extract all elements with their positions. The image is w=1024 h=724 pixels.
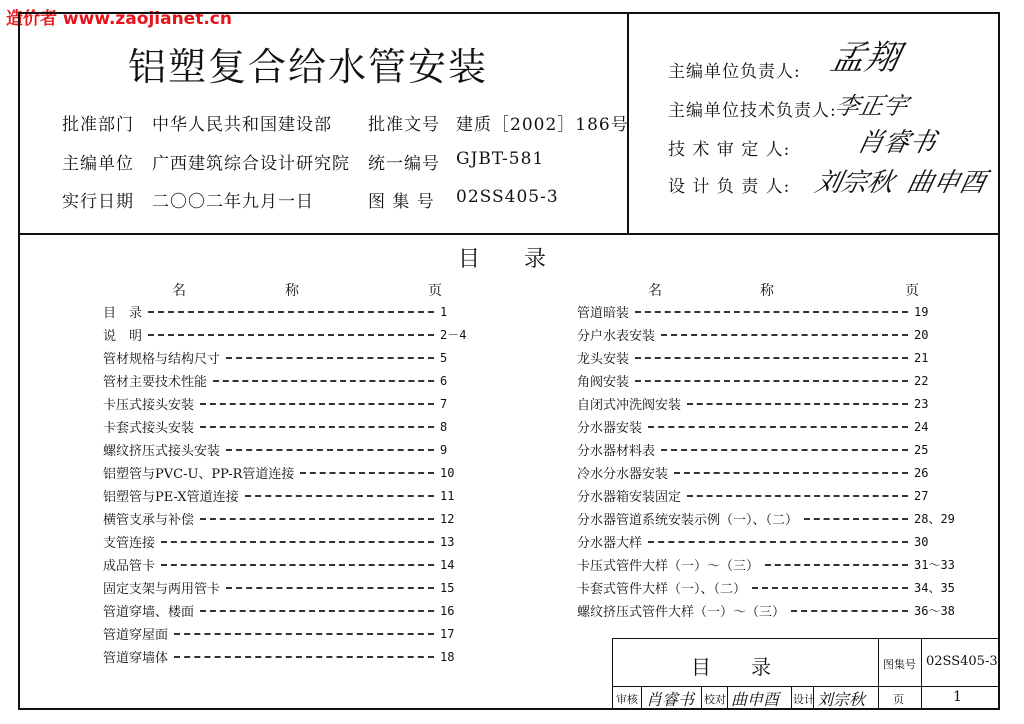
unified-code-value: GJBT-581 — [456, 149, 545, 169]
check-signature: 曲申酉 — [731, 690, 780, 709]
toc-entry[interactable] — [577, 300, 962, 323]
atlas-no-label-block: 图集号 — [883, 658, 916, 671]
toc-entry-page: 17 — [440, 626, 455, 641]
toc-leader-dashes — [245, 495, 434, 497]
toc-leader-dashes — [161, 564, 434, 566]
toc-entry-name: 成品管卡 — [103, 559, 156, 574]
toc-entry-page: 6 — [440, 373, 448, 388]
review-signature: 肖睿书 — [646, 690, 695, 709]
toc-entry-name: 分水器材料表 — [577, 444, 656, 459]
toc-right-list — [577, 300, 962, 622]
toc-entry-name: 自闭式冲洗阀安装 — [577, 398, 682, 413]
review-label: 审核 — [616, 693, 638, 706]
toc-entry[interactable] — [103, 507, 488, 530]
toc-entry-name: 冷水分水器安装 — [577, 467, 669, 482]
toc-entry[interactable] — [103, 645, 488, 668]
toc-entry[interactable] — [577, 369, 962, 392]
toc-entry-page: 25 — [914, 442, 929, 457]
toc-entry-page: 10 — [440, 465, 455, 480]
check-label: 校对 — [704, 693, 726, 706]
toc-leader-dashes — [687, 495, 908, 497]
toc-entry-page: 8 — [440, 419, 448, 434]
toc-entry-page: 9 — [440, 442, 448, 457]
toc-entry[interactable] — [577, 599, 962, 622]
toc-leader-dashes — [648, 541, 908, 543]
design-signature: 刘宗秋 — [817, 690, 866, 709]
toc-leader-dashes — [765, 564, 908, 566]
toc-entry[interactable] — [103, 599, 488, 622]
unified-code-label: 统一编号 — [368, 154, 440, 174]
toc-entry[interactable] — [103, 438, 488, 461]
toc-entry-page: 12 — [440, 511, 455, 526]
toc-entry[interactable] — [577, 346, 962, 369]
approval-doc-label: 批准文号 — [368, 115, 440, 135]
toc-entry[interactable] — [577, 323, 962, 346]
chief-signature: 孟翔 — [827, 38, 904, 78]
toc-entry-page: 13 — [440, 534, 455, 549]
toc-entry-name: 分水器管道系统安装示例（一）、（二） — [577, 513, 799, 528]
toc-entry-name: 螺纹挤压式管件大样（一）～（三） — [577, 605, 786, 620]
title-block — [612, 638, 1000, 710]
toc-entry-name: 卡压式管件大样（一）～（三） — [577, 559, 760, 574]
toc-entry[interactable] — [103, 530, 488, 553]
toc-entry-name: 龙头安装 — [577, 352, 630, 367]
toc-leader-dashes — [226, 587, 434, 589]
atlas-no-value: 02SS405-3 — [456, 187, 559, 207]
toc-leader-dashes — [161, 541, 434, 543]
toc-leader-dashes — [148, 311, 434, 313]
editor-unit-label: 主编单位 — [62, 154, 134, 174]
page-number: 1 — [953, 689, 962, 705]
sheet-title: 目 录 — [691, 655, 771, 679]
left-header-name2: 称 — [285, 283, 299, 299]
toc-entry-name: 管道暗装 — [577, 306, 630, 321]
toc-entry[interactable] — [577, 484, 962, 507]
toc-entry-page: 34、35 — [914, 581, 955, 595]
toc-entry[interactable] — [103, 484, 488, 507]
left-header-name1: 名 — [172, 283, 186, 299]
approval-doc-value: 建质［2002］186号 — [456, 115, 629, 135]
toc-leader-dashes — [635, 380, 908, 382]
toc-leader-dashes — [648, 426, 908, 428]
toc-leader-dashes — [661, 334, 908, 336]
toc-entry-page: 5 — [440, 350, 448, 365]
toc-leader-dashes — [791, 610, 908, 612]
toc-entry[interactable] — [577, 392, 962, 415]
toc-entry-name: 分水器大样 — [577, 536, 643, 551]
toc-leader-dashes — [674, 472, 908, 474]
toc-leader-dashes — [661, 449, 908, 451]
design-label: 设计 — [793, 693, 815, 706]
editor-unit-value: 广西建筑综合设计研究院 — [152, 154, 350, 174]
toc-entry-page: 1 — [440, 304, 448, 319]
toc-entry-name: 管道穿墙体 — [103, 651, 169, 666]
toc-entry-name: 固定支架与两用管卡 — [103, 582, 221, 597]
toc-entry-name: 螺纹挤压式接头安装 — [103, 444, 221, 459]
toc-leader-dashes — [148, 334, 434, 336]
technical-reviewer-label: 技 术 审 定 人: — [668, 140, 791, 160]
toc-entry-name: 角阀安装 — [577, 375, 630, 390]
toc-leader-dashes — [213, 380, 434, 382]
toc-entry-name: 分水器安装 — [577, 421, 643, 436]
toc-entry-name: 铝塑管与PE-X管道连接 — [103, 490, 239, 505]
right-header-name1: 名 — [648, 283, 662, 299]
toc-entry[interactable] — [103, 553, 488, 576]
approval-dept-value: 中华人民共和国建设部 — [152, 115, 332, 135]
toc-entry[interactable] — [103, 576, 488, 599]
toc-entry-page: 36～38 — [914, 604, 955, 618]
toc-entry[interactable] — [577, 461, 962, 484]
toc-entry-name: 支管连接 — [103, 536, 156, 551]
toc-entry-page: 7 — [440, 396, 448, 411]
right-header-page: 页 — [905, 283, 919, 299]
toc-entry-page: 19 — [914, 304, 929, 319]
toc-entry-page: 27 — [914, 488, 929, 503]
toc-entry-name: 管材主要技术性能 — [103, 375, 208, 390]
watermark-link[interactable]: 造价者 www.zaojianet.cn — [6, 9, 232, 29]
toc-leader-dashes — [174, 656, 434, 658]
toc-left-list — [103, 300, 488, 668]
toc-leader-dashes — [174, 633, 434, 635]
toc-entry-page: 18 — [440, 649, 455, 664]
toc-entry[interactable] — [103, 415, 488, 438]
toc-leader-dashes — [635, 357, 908, 359]
toc-entry-page: 20 — [914, 327, 929, 342]
toc-leader-dashes — [226, 449, 434, 451]
toc-entry-page: 31～33 — [914, 558, 955, 572]
toc-entry-name: 管道穿屋面 — [103, 628, 169, 643]
toc-entry[interactable] — [577, 576, 962, 599]
toc-leader-dashes — [804, 518, 908, 520]
tech-responsible-label: 主编单位技术负责人: — [668, 101, 837, 121]
toc-entry-page: 15 — [440, 580, 455, 595]
toc-leader-dashes — [200, 403, 434, 405]
toc-entry[interactable] — [103, 392, 488, 415]
toc-entry[interactable] — [103, 300, 488, 323]
design-responsible-label: 设 计 负 责 人: — [668, 177, 791, 197]
toc-entry[interactable] — [577, 507, 962, 530]
toc-leader-dashes — [200, 610, 434, 612]
toc-entry-name: 卡压式接头安装 — [103, 398, 195, 413]
toc-leader-dashes — [300, 472, 434, 474]
toc-leader-dashes — [687, 403, 908, 405]
tech-signature: 李正宇 — [832, 92, 911, 120]
toc-entry-page: 24 — [914, 419, 929, 434]
effective-date-value: 二〇〇二年九月一日 — [152, 192, 314, 212]
toc-entry-name: 分户水表安装 — [577, 329, 656, 344]
toc-entry-page: 28、29 — [914, 512, 955, 526]
toc-entry[interactable] — [103, 369, 488, 392]
atlas-no-value-block: 02SS405-3 — [926, 654, 998, 669]
chief-responsible-label: 主编单位负责人: — [668, 62, 801, 82]
toc-entry[interactable] — [577, 415, 962, 438]
toc-entry[interactable] — [103, 346, 488, 369]
toc-entry-page: 21 — [914, 350, 929, 365]
toc-entry-page: 16 — [440, 603, 455, 618]
toc-entry[interactable] — [577, 530, 962, 553]
toc-title: 目 录 — [458, 247, 547, 272]
toc-entry[interactable] — [577, 553, 962, 576]
effective-date-label: 实行日期 — [62, 192, 134, 212]
toc-leader-dashes — [635, 311, 908, 313]
toc-entry[interactable] — [103, 461, 488, 484]
toc-entry-name: 铝塑管与PVC-U、PP-R管道连接 — [103, 467, 295, 482]
design-signature-1: 刘宗秋 — [812, 168, 897, 198]
design-signature-2: 曲申酉 — [904, 168, 989, 198]
approval-dept-label: 批准部门 — [62, 115, 134, 135]
toc-entry-name: 管材规格与结构尺寸 — [103, 352, 221, 367]
toc-entry-page: 22 — [914, 373, 929, 388]
page-label: 页 — [893, 693, 904, 706]
document-title: 铝塑复合给水管安装 — [128, 45, 489, 89]
toc-entry-page: 2－4 — [440, 328, 467, 342]
toc-leader-dashes — [200, 426, 434, 428]
header-divider — [18, 233, 1000, 235]
toc-entry-page: 23 — [914, 396, 929, 411]
toc-entry-page: 30 — [914, 534, 929, 549]
toc-entry-name: 横管支承与补偿 — [103, 513, 195, 528]
toc-entry[interactable] — [103, 323, 488, 346]
technical-reviewer-signature: 肖睿书 — [854, 128, 939, 158]
toc-entry-page: 14 — [440, 557, 455, 572]
toc-entry-name: 说 明 — [103, 329, 143, 344]
toc-entry-name: 管道穿墙、楼面 — [103, 605, 195, 620]
toc-entry-name: 卡套式管件大样（一）、（二） — [577, 582, 747, 597]
toc-entry-name: 卡套式接头安装 — [103, 421, 195, 436]
right-header-name2: 称 — [760, 283, 774, 299]
toc-entry-page: 26 — [914, 465, 929, 480]
atlas-no-label: 图 集 号 — [368, 192, 435, 212]
left-header-page: 页 — [428, 283, 442, 299]
toc-leader-dashes — [226, 357, 434, 359]
toc-entry-name: 目 录 — [103, 306, 143, 321]
toc-leader-dashes — [752, 587, 908, 589]
toc-entry-page: 11 — [440, 488, 455, 503]
toc-entry[interactable] — [103, 622, 488, 645]
toc-entry[interactable] — [577, 438, 962, 461]
toc-entry-name: 分水器箱安装固定 — [577, 490, 682, 505]
toc-leader-dashes — [200, 518, 434, 520]
